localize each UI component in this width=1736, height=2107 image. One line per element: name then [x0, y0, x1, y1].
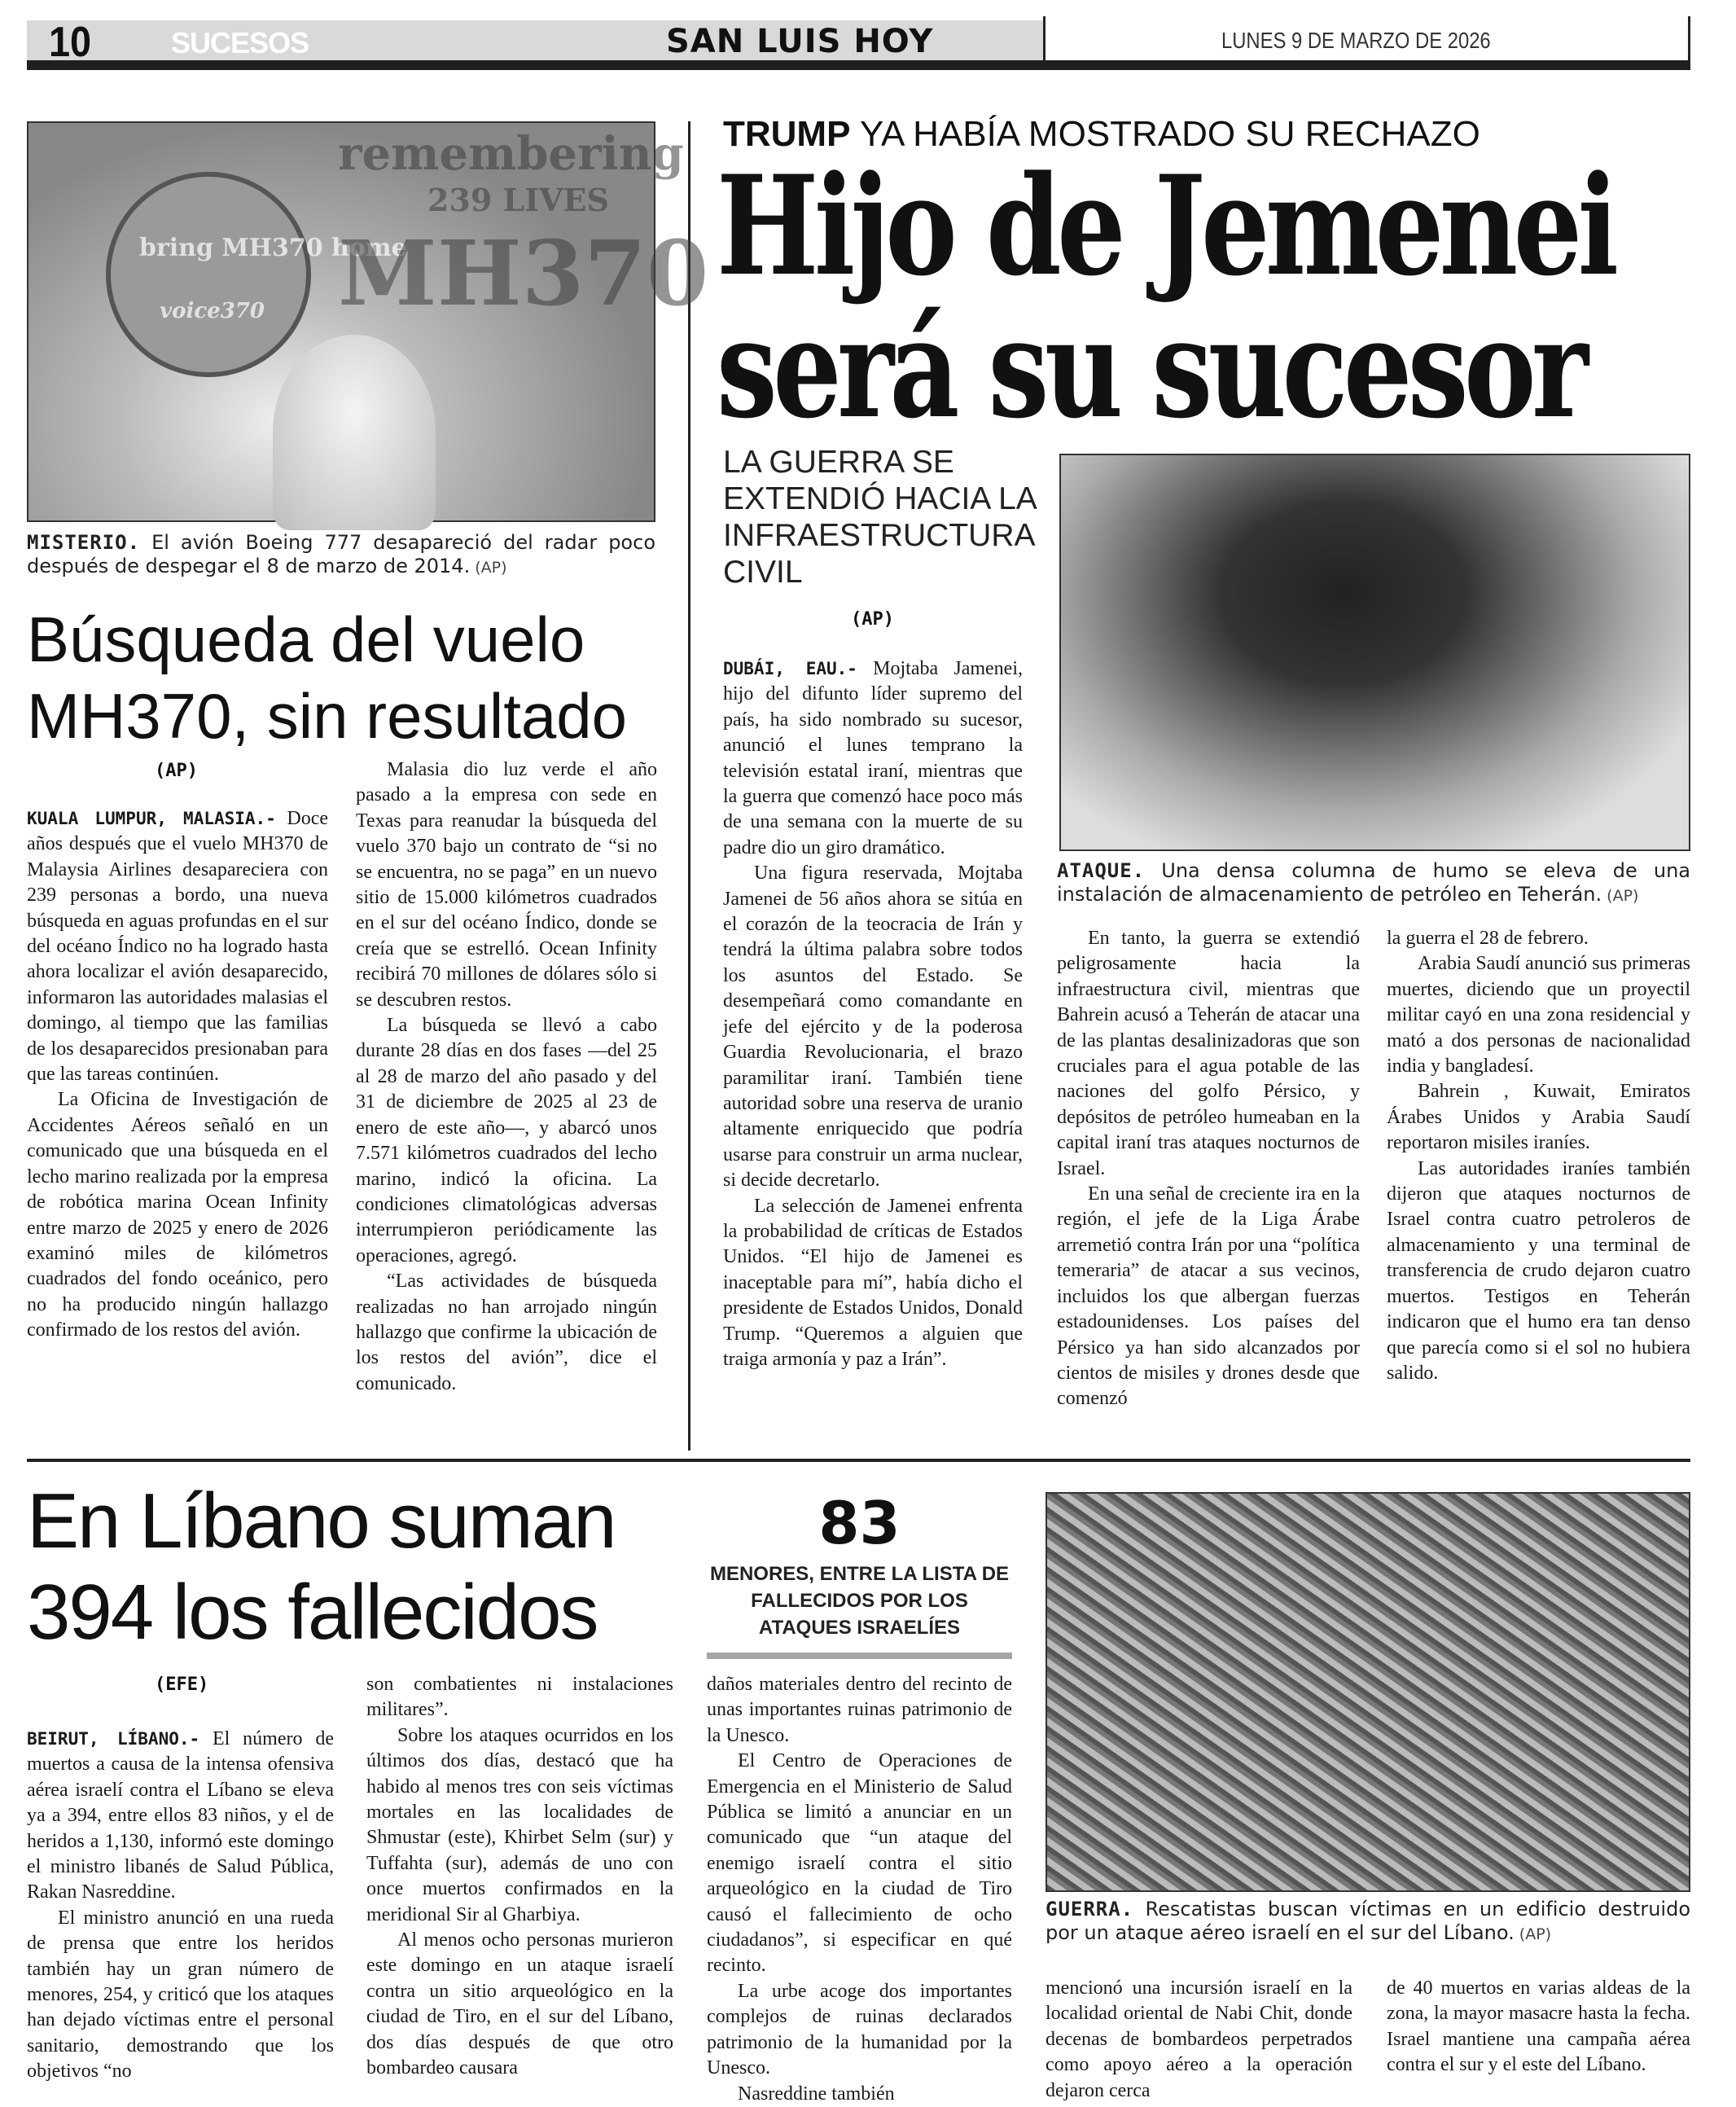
voice370-logo: [106, 172, 407, 377]
paragraph-text: El número de muertos a causa de la intensa ofensiva aérea israelí contra el Líbano se eleva ya a 394, entre ellos 83 niños, y el de heridos a 1,130, informó este domingo el ministro libanés de Salud Pública, Rakan Nasreddine.: [27, 1728, 334, 1903]
paragraph: Una figura reservada, Mojtaba Jamenei de 56 años ahora se sitúa en el corazón de la teocracia de Irán y tendrá la última palabra sobre todos los asuntos del Estado. Se desempeñará como comandante en jefe del ejército y de la poderosa Guardia Revolucionaria, el brazo paramilitar iraní. También tiene autoridad sobre una reserva de uranio altamente enriquecido que podría usarse para construir un arma nuclear, si decide decretarlo.: [723, 863, 1023, 1192]
paragraph: La selección de Jamenei enfrenta la probabilidad de críticas de Estados Unidos. “El hijo de Jamenei es inaceptable para mí”, había dicho el presidente de Estados Unidos, Donald Trump. “Queremos a alguien que traiga armonía y paz a Irán”.: [723, 1195, 1023, 1370]
paragraph: de 40 muertos en varias aldeas de la zona, la mayor masacre hasta la fecha. Israel mantiene una campaña aérea contra el sur y el este del Líbano.: [1387, 1978, 1690, 2076]
stat-number: 83: [818, 1489, 901, 1557]
stat-box: [707, 1490, 1012, 1659]
caption-text: Una densa columna de humo se eleva de una instalación de almacenamiento de petróleo en Teherán.: [1057, 859, 1690, 906]
lebanon-column-4: [1046, 1976, 1352, 2104]
lebanon-column-5: [1387, 1976, 1690, 2078]
paragraph: [723, 656, 1023, 861]
mh370-column-1: [27, 806, 328, 1344]
paragraph-text: Mojtaba Jamenei, hijo del difunto líder supremo del país, ha sido nombrado su sucesor, anunció el lunes temprano la televisión estatal iraní, mientras que la guerra que comenzó hace poco más de una semana con la muerte de su padre dio un giro dramático.: [723, 658, 1023, 858]
iran-headline: [717, 145, 1681, 449]
mh370-memorial-photo: [27, 121, 709, 522]
woman-in-hijab: [273, 335, 436, 530]
caption-text: El avión Boeing 777 desapareció del radar poco después de despegar el 8 de marzo de 2014.: [27, 531, 655, 577]
lebanon-rubble-photo: [1046, 1492, 1690, 1892]
caption-text: Rescatistas buscan víctimas en un edificio destruido por un ataque aéreo israelí en el sur del Líbano.: [1046, 1898, 1690, 1944]
paragraph: “Las actividades de búsqueda realizadas no han arrojado ningún hallazgo que confirme la ubicación de los restos del avión”, dice el comunicado.: [356, 1271, 657, 1394]
paragraph: Las autoridades iraníes también dijeron que ataques nocturnos de Israel contra cuatro petroleros de almacenamiento y una terminal de transferencia de crudo dejaron cuatro muertos. Testigos en Teherán indicaron que el humo era tan denso que parecía como si el sol no hubiera salido.: [1387, 1157, 1690, 1384]
lebanon-column-3: [707, 1672, 1012, 2107]
section-name: SUCESOS: [171, 26, 309, 59]
header-rule: [27, 60, 1690, 70]
paragraph: En una señal de creciente ira en la región, el jefe de la Liga Árabe arremetió contra Irán por una “política temeraria” de atacar a sus vecinos, incluidos los que albergan fuerzas estadounidenses. Los países del Pérsico ya han sido alcanzados por cientos de misiles y drones desde que comenzó: [1057, 1183, 1360, 1410]
paragraph: Al menos ocho personas murieron este domingo en un ataque israelí contra un sitio arqueológico en la ciudad de Tiro, en el sur del Líbano, dos días después de que otro bombardeo causara: [366, 1929, 673, 2079]
paragraph: La urbe acoge dos importantes complejos de ruinas declarados patrimonio de la humanidad por la Unesco.: [707, 1980, 1012, 2079]
paragraph: Nasreddine también: [738, 2083, 895, 2105]
lebanon-source: (EFE): [155, 1675, 209, 1695]
paragraph: Arabia Saudí anunció sus primeras muertes, diciendo que un proyectil militar cayó en una zona residencial y mató a dos personas de nacionalidad india y bangladesí.: [1387, 953, 1690, 1078]
headline-line: será su sucesor: [717, 288, 1585, 449]
stat-rule: [707, 1653, 1012, 1659]
photo-lettering: MH370: [338, 221, 709, 326]
publication-name: SAN LUIS HOY: [666, 23, 934, 60]
paragraph: En tanto, la guerra se extendió peligrosamente hacia la infraestructura civil, mientras que Bahrein acusó a Teherán de atacar una de las plantas desalinizadoras que son cruciales para el agua potable de las naciones del golfo Pérsico, y depósitos de petróleo humeaban en la capital iraní tras ataques nocturnos de Israel.: [1057, 928, 1360, 1179]
photo-lettering: bring MH370 home: [139, 234, 407, 262]
paragraph: La Oficina de Investigación de Accidentes Aéreos señaló en un comunicado que una búsqueda en el lecho marino realizada por la empresa de robótica marina Ocean Infinity entre marzo de 2025 y enero de 2026 examinó miles de kilómetros cuadrados del fondo oceánico, pero no ha producido ningún hallazgo confirmado de los restos del avión.: [27, 1089, 328, 1341]
paragraph: El ministro anunció en una rueda de prensa que entre los heridos también hay un gran número de menores, 254, y criticó que los ataques han dejado víctimas entre el personal sanitario, demostrando que los objetivos “no: [27, 1907, 334, 2083]
page-number: 10: [49, 19, 92, 66]
photo-lettering: voice370: [160, 299, 265, 323]
photo-lettering: 239 LIVES: [427, 182, 609, 218]
paragraph-text: Doce años después que el vuelo MH370 de Malaysia Airlines desapareciera con 239 personas a bordo, una nueva búsqueda en aguas profundas en el sur del océano Índico no ha logrado hasta ahora localizar el avión desaparecido, informaron las autoridades malasias el domingo, al tiempo que las familias de los desaparecidos presionaban para que las tareas continúen.: [27, 808, 329, 1086]
dateline: KUALA LUMPUR, MALASIA.-: [27, 809, 276, 828]
photo-lettering: remembering: [338, 127, 684, 181]
issue-date: LUNES 9 DE MARZO DE 2026: [1221, 28, 1491, 53]
paragraph: Bahrein , Kuwait, Emiratos Árabes Unidos y Arabia Saudí reportaron misiles iraníes.: [1387, 1081, 1690, 1154]
kicker-bold: TRUMP: [723, 114, 851, 154]
caption-source: (AP): [1514, 1925, 1552, 1943]
headline-line: Hijo de Jemenei: [717, 145, 1615, 306]
caption-label: MISTERIO.: [27, 531, 141, 554]
caption-label: ATAQUE.: [1057, 859, 1146, 882]
iran-column-3: [1387, 926, 1690, 1386]
kicker-text: YA HABÍA MOSTRADO SU RECHAZO: [850, 114, 1480, 154]
paragraph: son combatientes ni instalaciones militares”.: [366, 1674, 673, 1721]
mh370-column-2: [356, 757, 657, 1397]
paragraph: [27, 1727, 334, 1906]
iran-column-1: [723, 656, 1023, 1372]
paragraph: La búsqueda se llevó a cabo durante 28 días en dos fases —del 25 al 28 de marzo del año pasado y del 31 de diciembre de 2025 al 23 de enero de este año—, y abarcó unos 7.571 kilómetros cuadrados del lecho marino, indicó la oficina. La condiciones climatológicas adversas interrumpieron periódicamente las operaciones, agregó.: [356, 1015, 657, 1266]
paragraph: daños materiales dentro del recinto de unas importantes ruinas patrimonio de la Unesco.: [707, 1674, 1012, 1746]
caption-source: (AP): [470, 559, 507, 577]
paragraph: [27, 806, 328, 1087]
dateline: BEIRUT, LÍBANO.-: [27, 1729, 200, 1749]
lebanon-headline: En Líbano suman 394 los fallecidos: [27, 1477, 616, 1656]
paragraph: la guerra el 28 de febrero.: [1387, 928, 1589, 949]
caption-source: (AP): [1602, 887, 1639, 905]
dateline: DUBÁI, EAU.-: [723, 659, 857, 678]
mh370-source: (AP): [155, 761, 198, 781]
mh370-photo-caption: [27, 531, 655, 580]
paragraph: El Centro de Operaciones de Emergencia en el Ministerio de Salud Pública se limitó a anunciar en un comunicado que “un ataque del enemigo israelí contra el sitio arqueológico en la ciudad de Tiro causó el fallecimiento de ocho ciudadanos”, si especificar en qué recinto.: [707, 1750, 1012, 1977]
mh370-headline: Búsqueda del vuelo MH370, sin resultado: [27, 604, 628, 752]
iran-column-2: [1057, 926, 1360, 1412]
caption-label: GUERRA.: [1046, 1898, 1134, 1920]
iran-photo-caption: [1057, 859, 1690, 908]
paragraph: Sobre los ataques ocurridos en los últimos dos días, destacó que ha habido al menos tres con seis víctimas mortales en las localidades de Shmustar (este), Khirbet Selm (sur) y Tuffahta (sur), además de uno con once muertos confirmados en la meridional Sir al Gharbiya.: [366, 1724, 673, 1925]
paragraph: mencionó una incursión israelí en la localidad oriental de Nabi Chit, donde decenas de bombardeos perpetrados como apoyo aéreo a la operación dejaron cerca: [1046, 1978, 1352, 2101]
stat-label: MENORES, ENTRE LA LISTA DE FALLECIDOS POR LOS ATAQUES ISRAELÍES: [709, 1563, 1010, 1639]
iran-source: (AP): [851, 609, 894, 630]
iran-subhead: LA GUERRA SE EXTENDIÓ HACIA LA INFRAESTRUCTURA CIVIL: [723, 445, 1036, 590]
paragraph: Malasia dio luz verde el año pasado a la empresa con sede en Texas para reanudar la búsqueda del vuelo 370 bajo un contrato de “si no se encuentra, no se paga” en un nuevo sitio de 15.000 kilómetros cuadrados en el sur del océano Índico, donde se creía que se estrelló. Ocean Infinity recibirá 70 millones de dólares sólo si se descubren restos.: [356, 759, 657, 1011]
tehran-smoke-photo: [1059, 454, 1690, 851]
section-divider: [27, 1459, 1690, 1462]
lebanon-column-1: [27, 1727, 334, 2085]
lebanon-photo-caption: [1046, 1898, 1690, 1947]
lebanon-column-2: [366, 1672, 673, 2082]
